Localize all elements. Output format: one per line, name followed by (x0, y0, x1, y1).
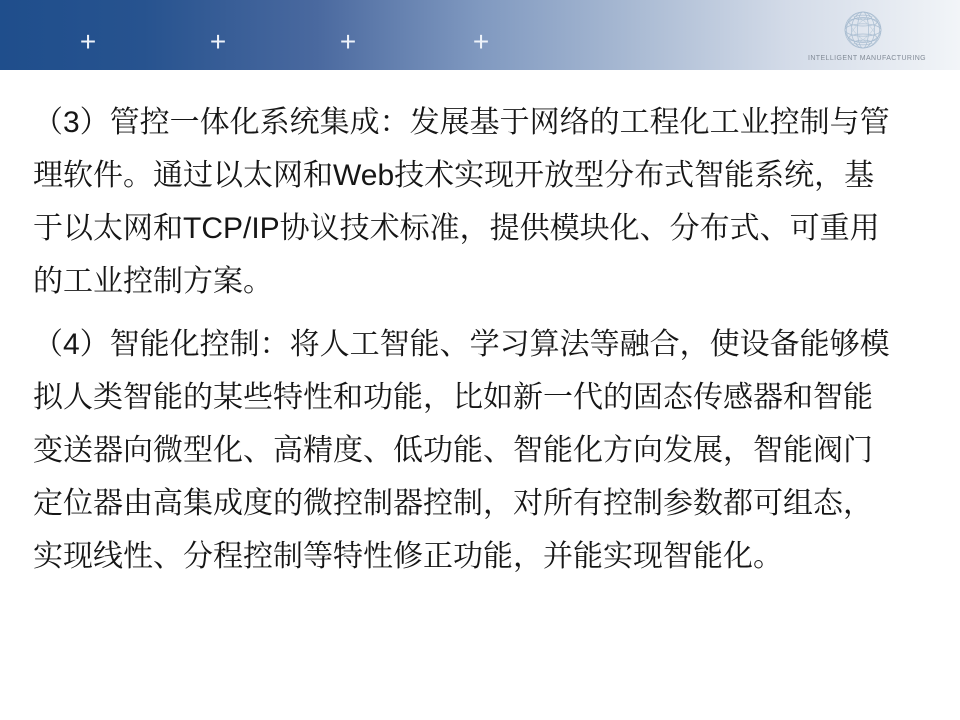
paragraph (33, 318, 933, 583)
plus-decoration: + (339, 26, 357, 57)
header-banner (0, 0, 960, 70)
slide-body-text (33, 96, 933, 583)
text-line: 变送器向微型化、高精度、低功能、智能化方向发展，智能阀门 (33, 434, 873, 467)
text-line: 拟人类智能的某些特性和功能，比如新一代的固态传感器和智能 (33, 381, 873, 414)
text-line: （4）智能化控制：将人工智能、学习算法等融合，使设备能够模 (33, 328, 890, 361)
text-line: 实现线性、分程控制等特性修正功能，并能实现智能化。 (33, 540, 783, 573)
logo (808, 9, 926, 62)
plus-decoration: + (472, 26, 490, 57)
paragraph (33, 96, 933, 308)
logo-caption: INTELLIGENT MANUFACTURING (808, 55, 926, 62)
plus-decoration: + (79, 26, 97, 57)
plus-decoration: + (209, 26, 227, 57)
text-line: 定位器由高集成度的微控制器控制，对所有控制参数都可组态， (33, 487, 873, 520)
text-line: （3）管控一体化系统集成：发展基于网络的工程化工业控制与管 (33, 106, 890, 139)
text-line: 理软件。通过以太网和Web技术实现开放型分布式智能系统，基 (33, 159, 875, 192)
text-line: 于以太网和TCP/IP协议技术标准，提供模块化、分布式、可重用 (33, 212, 880, 245)
text-line: 的工业控制方案。 (33, 265, 273, 298)
wireframe-globe-icon (842, 9, 884, 51)
